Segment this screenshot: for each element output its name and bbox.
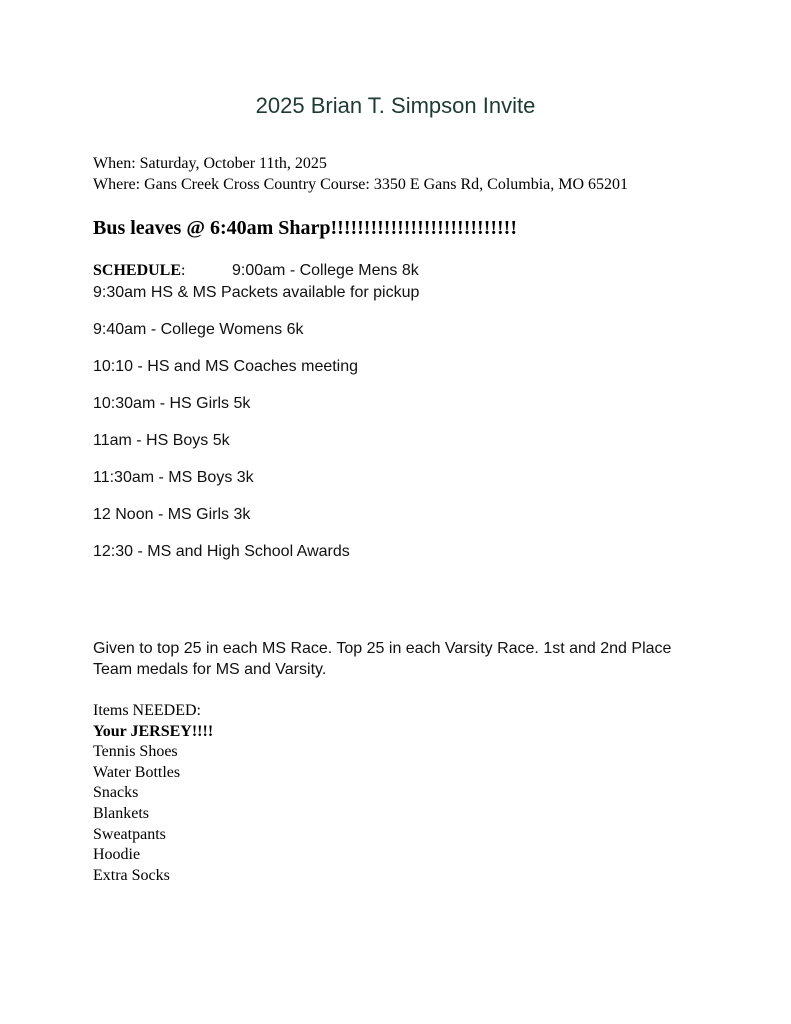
list-item: Tennis Shoes	[93, 743, 178, 761]
bus-notice: Bus leaves @ 6:40am Sharp!!!!!!!!!!!!!!!!!!!!!!!!!!!!	[93, 217, 517, 239]
schedule-item-packets: 9:30am HS & MS Packets available for pickup	[93, 284, 420, 301]
page-title: 2025 Brian T. Simpson Invite	[255, 93, 536, 118]
items-needed-heading: Items NEEDED:	[93, 702, 201, 719]
schedule-item: 11am - HS Boys 5k	[93, 432, 230, 449]
event-when: When: Saturday, October 11th, 2025	[93, 155, 327, 172]
list-item: Snacks	[93, 784, 139, 802]
schedule-item: 10:10 - HS and MS Coaches meeting	[93, 358, 359, 375]
schedule-item-first: 9:00am - College Mens 8k	[232, 262, 419, 279]
schedule-item: 12 Noon - MS Girls 3k	[93, 506, 251, 523]
list-item: Hoodie	[93, 846, 141, 864]
schedule-item: 12:30 - MS and High School Awards	[93, 543, 350, 560]
schedule-item: 10:30am - HS Girls 5k	[93, 395, 251, 412]
schedule-header-row	[93, 262, 185, 280]
list-item: Extra Socks	[93, 866, 170, 884]
schedule-item: 11:30am - MS Boys 3k	[93, 469, 254, 486]
list-item: Blankets	[93, 804, 149, 822]
schedule-label: SCHEDULE	[93, 262, 182, 279]
schedule-item: 9:40am - College Womens 6k	[93, 321, 304, 338]
list-item: Sweatpants	[93, 825, 166, 843]
awards-note: Given to top 25 in each MS Race. Top 25 in each Varsity Race. 1st and 2nd Place Team medals for MS and Varsity.	[93, 640, 672, 678]
schedule-colon: :	[181, 262, 186, 279]
items-needed-emphasis: Your JERSEY!!!!	[93, 722, 214, 740]
items-needed-list	[93, 701, 213, 886]
list-item: Water Bottles	[93, 763, 181, 781]
event-where: Where: Gans Creek Cross Country Course: 3350 E Gans Rd, Columbia, MO 65201	[93, 176, 629, 193]
